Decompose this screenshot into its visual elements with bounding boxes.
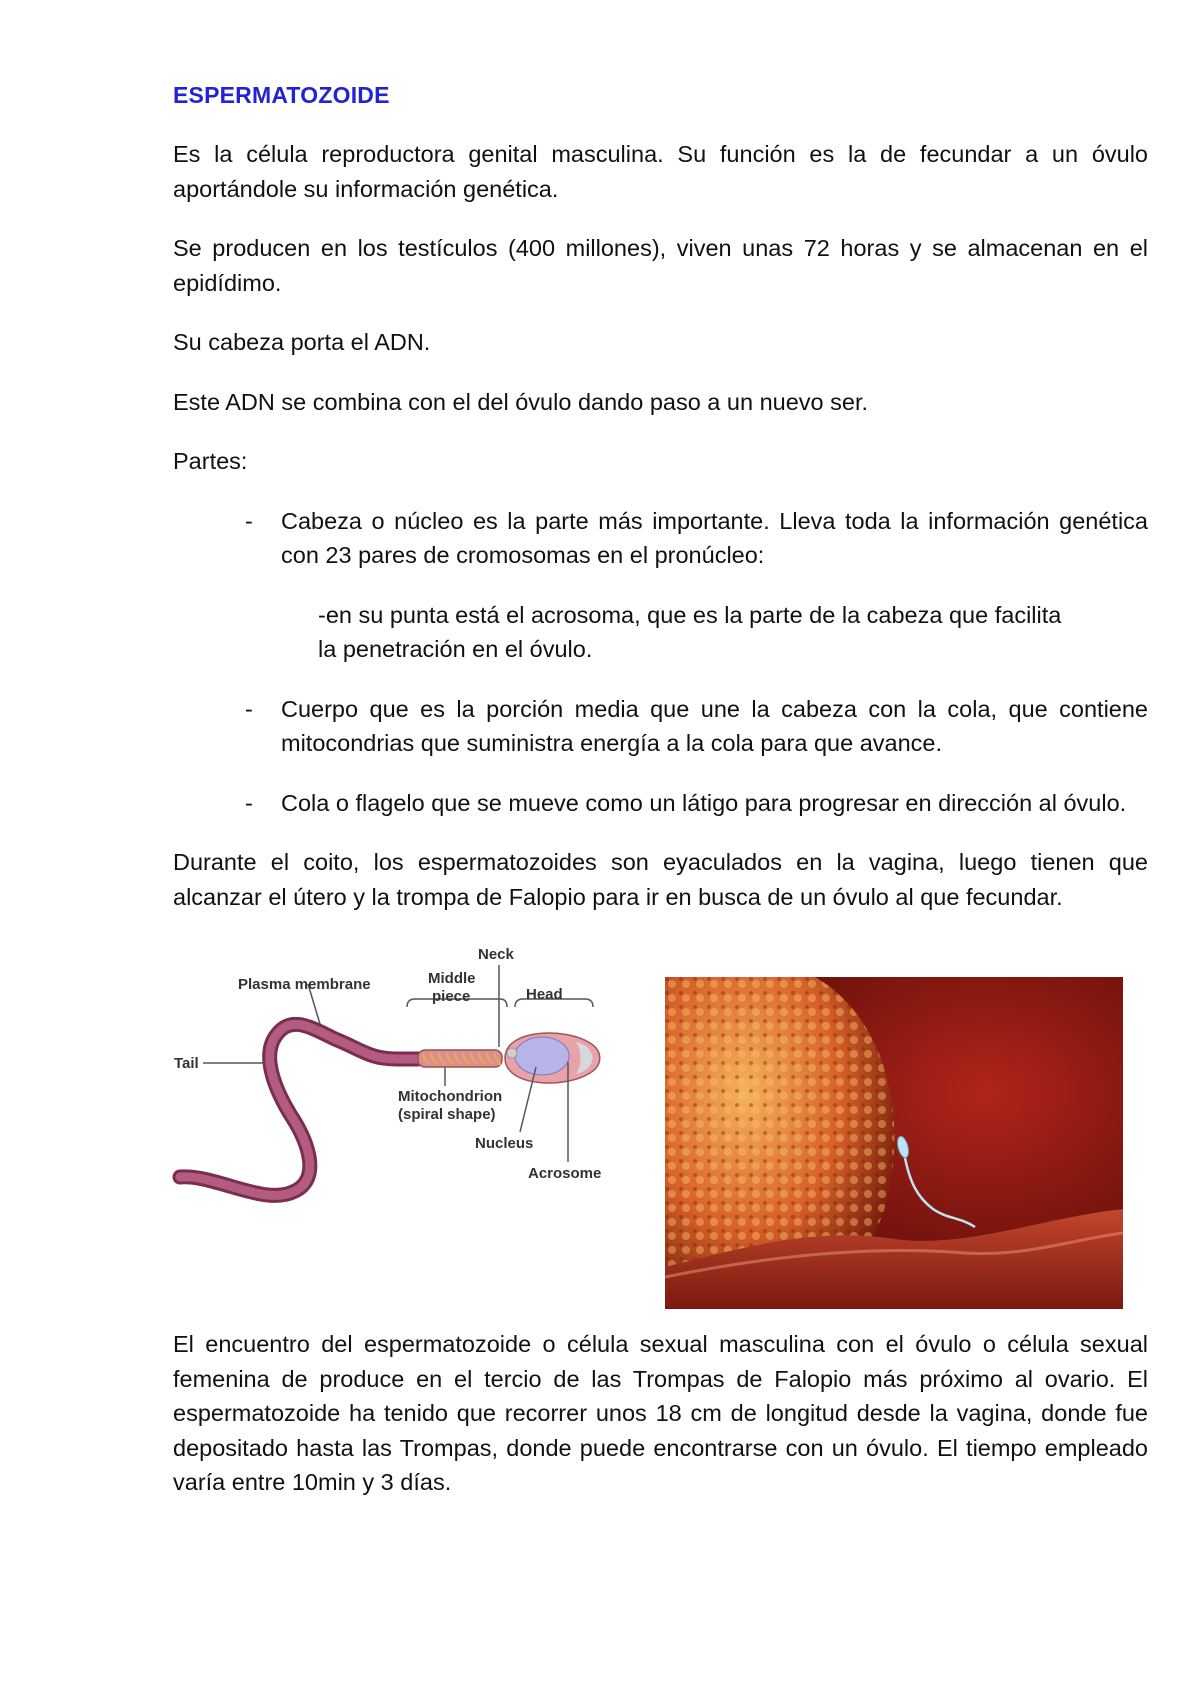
paragraph-definition: Es la célula reproductora genital masculina. Su función es la de fecundar a un óvulo aportándole su información genética. xyxy=(173,141,1148,202)
list-dash: - xyxy=(245,789,253,816)
label-nucleus: Nucleus xyxy=(475,1135,534,1152)
paragraph-parts-heading: Partes: xyxy=(173,448,248,474)
sperm-ovum-photo xyxy=(665,977,1123,1309)
list-subitem-acrosome-text: -en su punta está el acrosoma, que es la parte de la cabeza que facilita la penetración en el óvulo. xyxy=(318,601,1062,662)
list-item-tail-text: Cola o flagelo que se mueve como un látigo para progresar en dirección al óvulo. xyxy=(281,789,1127,816)
sperm-tail xyxy=(180,1024,418,1195)
document-title: ESPERMATOZOIDE xyxy=(173,82,390,108)
list-item-head-text: Cabeza o núcleo es la parte más importante. Lleva toda la información genética con 23 pares de cromosomas en el pronúcleo: xyxy=(281,507,1148,568)
list-item-body-text: Cuerpo que es la porción media que une la cabeza con la cola, que contiene mitocondrias que suministra energía a la cola para que avance. xyxy=(281,695,1148,756)
label-piece: piece xyxy=(432,988,471,1005)
paragraph-dna-combine: Este ADN se combina con el del óvulo dando paso a un nuevo ser. xyxy=(173,388,869,415)
document-body xyxy=(173,82,1148,1525)
sperm-nucleus xyxy=(515,1037,569,1075)
paragraph-coitus: Durante el coito, los espermatozoides son eyaculados en la vagina, luego tienen que alcanzar el útero y la trompa de Falopio para ir en busca de un óvulo al que fecundar. xyxy=(173,849,1148,910)
list-subitem-acrosome xyxy=(173,598,1148,667)
paragraph-production: Se producen en los testículos (400 millones), viven unas 72 horas y se almacenan en el epidídimo. xyxy=(173,235,1148,296)
label-mitochondrion: Mitochondrion xyxy=(398,1088,503,1105)
list-dash: - xyxy=(245,695,253,722)
list-item-body xyxy=(173,692,1148,761)
paragraph-head-dna: Su cabeza porta el ADN. xyxy=(173,329,431,355)
paragraph-encounter: El encuentro del espermatozoide o célula sexual masculina con el óvulo o célula sexual femenina de produce en el tercio de las Trompas de Falopio más próximo al ovario. El espermatozoide ha tenido que recorrer unos 18 cm de longitud desde la vagina, donde fue depositado hasta las Trompas, donde puede encontrarse con un óvulo. El tiempo empleado varía entre 10min y 3 días. xyxy=(173,1331,1148,1495)
label-plasma-membrane: Plasma membrane xyxy=(238,976,371,993)
label-head: Head xyxy=(526,986,563,1003)
label-neck: Neck xyxy=(478,946,514,963)
label-tail: Tail xyxy=(174,1055,199,1072)
list-item-head xyxy=(173,504,1148,573)
figures-row xyxy=(173,939,1148,1309)
label-acrosome: Acrosome xyxy=(528,1165,602,1182)
label-middle: Middle xyxy=(428,970,476,987)
list-item-tail xyxy=(173,786,1148,821)
sperm-diagram xyxy=(170,939,640,1239)
label-spiral-shape: (spiral shape) xyxy=(398,1106,496,1123)
list-dash: - xyxy=(245,507,253,534)
